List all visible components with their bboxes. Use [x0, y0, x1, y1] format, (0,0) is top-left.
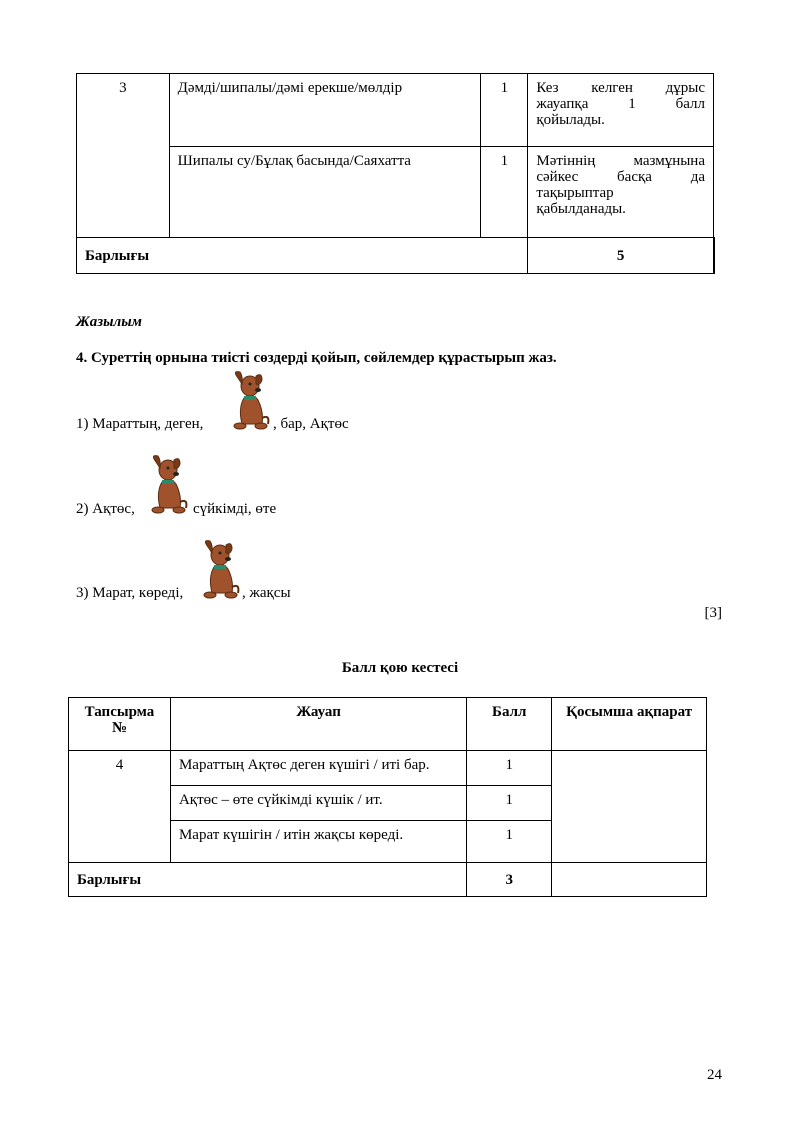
sentence-3-end: , жақсы	[242, 585, 291, 601]
sentence-1-start: 1) Мараттың, деген,	[76, 416, 204, 432]
answer-cell: Шипалы су/Бұлақ басында/Саяхатта	[169, 147, 481, 238]
task-number-cell: 4	[69, 751, 171, 863]
sentence-1-end: , бар, Ақтөс	[273, 416, 349, 432]
empty-cell	[714, 238, 715, 274]
table2-title: Балл қою кестесі	[341, 660, 459, 676]
score-cell: 1	[481, 147, 528, 238]
task-number-cell: 3	[77, 74, 170, 238]
header-task: Тапсырма №	[69, 698, 171, 751]
dog-icon	[146, 452, 188, 516]
scoring-table-top	[76, 73, 715, 274]
total-score-cell: 5	[528, 238, 714, 274]
header-score: Балл	[467, 698, 552, 751]
info-cell	[552, 751, 707, 863]
score-cell: 1	[467, 821, 552, 863]
section-title: Жазылым	[76, 314, 142, 330]
dog-icon	[198, 537, 240, 601]
score-cell: 1	[467, 751, 552, 786]
answer-cell: Марат күшігін / итін жақсы көреді.	[170, 821, 466, 863]
header-answer: Жауап	[170, 698, 466, 751]
dog-icon	[228, 368, 270, 432]
score-mark: [3]	[704, 605, 722, 621]
page-number: 24	[707, 1067, 722, 1083]
info-cell: Кез келген дұрыс жауапқа 1 балл қойылады.	[528, 74, 714, 147]
answer-cell: Мараттың Ақтөс деген күшігі / иті бар.	[170, 751, 466, 786]
empty-cell	[552, 863, 707, 897]
sentence-2-end: сүйкімді, өте	[193, 501, 277, 517]
info-cell: Мәтіннің мазмұнына сәйкес басқа да тақырыптар қабылданады.	[528, 147, 714, 238]
total-label-cell: Барлығы	[77, 238, 528, 274]
sentence-3-start: 3) Марат, көреді,	[76, 585, 184, 601]
score-cell: 1	[481, 74, 528, 147]
answer-cell: Ақтөс – өте сүйкімді күшік / ит.	[170, 786, 466, 821]
total-label-cell: Барлығы	[69, 863, 467, 897]
task-title: 4. Суреттің орнына тиісті сөздерді қойып, сөйлемдер құрастырып жаз.	[76, 350, 557, 366]
answer-cell: Дәмді/шипалы/дәмі ерекше/мөлдір	[169, 74, 481, 147]
score-cell: 1	[467, 786, 552, 821]
total-score-cell: 3	[467, 863, 552, 897]
scoring-table-bottom	[68, 697, 707, 897]
sentence-2-start: 2) Ақтөс,	[76, 501, 135, 517]
header-info: Қосымша ақпарат	[552, 698, 707, 751]
